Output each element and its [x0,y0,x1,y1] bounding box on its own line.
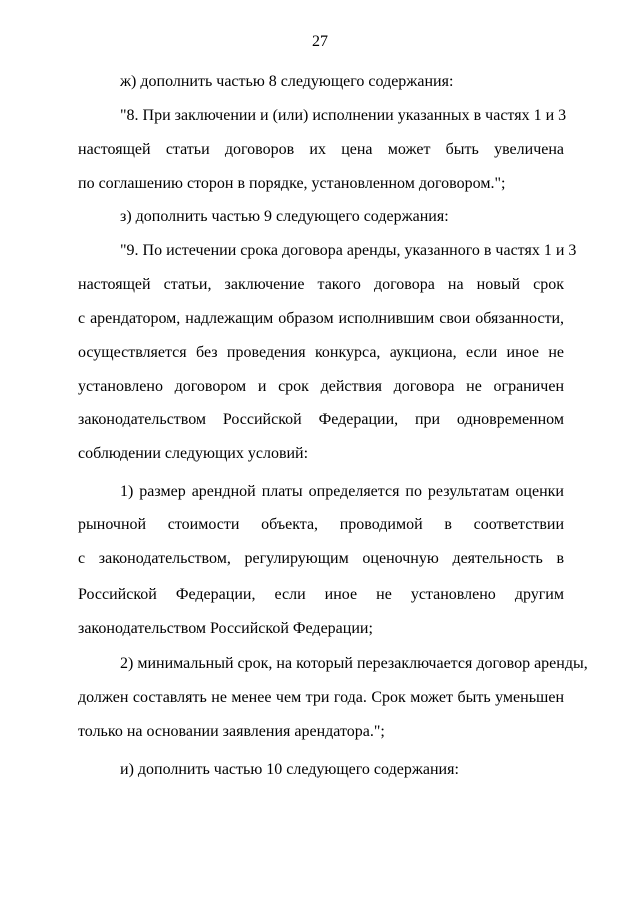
paragraph-line: ж) дополнить частью 8 следующего содержания: [120,73,454,90]
paragraph-line: настоящей статьи договоров их цена может быть увеличена [78,141,564,158]
paragraph-line: с арендатором, надлежащим образом исполнившим свои обязанности, [78,310,564,327]
paragraph-line: Российской Федерации, если иное не установлено другим [78,586,564,603]
paragraph-line: осуществляется без проведения конкурса, аукциона, если иное не [78,344,564,361]
paragraph-line: только на основании заявления арендатора."; [78,723,385,740]
page-number: 27 [312,33,328,50]
paragraph-line: настоящей статьи, заключение такого договора на новый срок [78,276,564,293]
paragraph-line: с законодательством, регулирующим оценочную деятельность в [78,550,564,567]
paragraph-line: 2) минимальный срок, на который перезаключается договор аренды, [120,655,588,672]
paragraph-line: рыночной стоимости объекта, проводимой в соответствии [78,516,564,533]
paragraph-line: соблюдении следующих условий: [78,445,309,462]
paragraph-line: по соглашению сторон в порядке, установленном договором."; [78,175,506,192]
paragraph-line: и) дополнить частью 10 следующего содержания: [120,761,459,778]
paragraph-line: установлено договором и срок действия договора не ограничен [78,378,564,395]
paragraph-line: должен составлять не менее чем три года. Срок может быть уменьшен [78,689,564,706]
paragraph-line: 1) размер арендной платы определяется по результатам оценки [120,483,564,500]
paragraph-line: з) дополнить частью 9 следующего содержания: [120,208,449,225]
paragraph-line: "9. По истечении срока договора аренды, указанного в частях 1 и 3 [120,242,577,259]
paragraph-line: законодательством Российской Федерации; [78,620,373,637]
paragraph-line: законодательством Российской Федерации, при одновременном [78,411,564,428]
paragraph-line: "8. При заключении и (или) исполнении указанных в частях 1 и 3 [120,107,567,124]
